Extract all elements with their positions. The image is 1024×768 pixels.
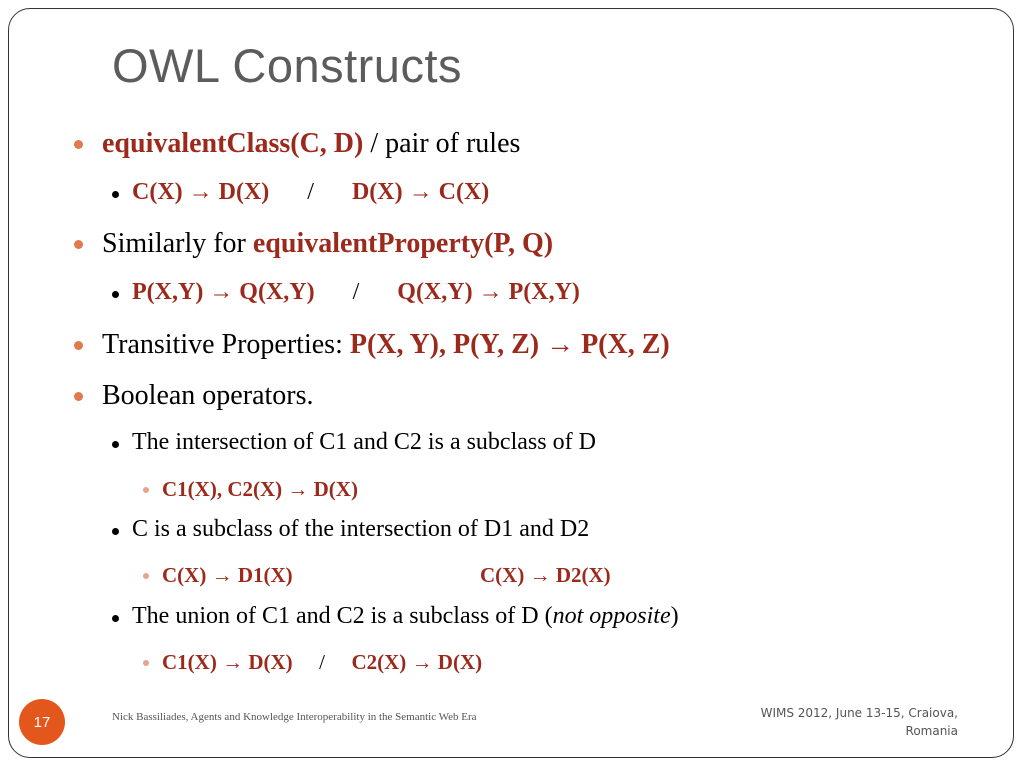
rule-equivalent-property bbox=[132, 279, 580, 306]
bullet bbox=[143, 660, 149, 666]
bullet bbox=[143, 487, 149, 493]
transitive-text: Transitive Properties: bbox=[102, 329, 350, 360]
rule-separator: / bbox=[352, 279, 360, 305]
rule-separator: / bbox=[319, 650, 325, 674]
rule-part-a: P(X,Y) → Q(X,Y) bbox=[132, 279, 315, 305]
bullet bbox=[74, 140, 83, 149]
equivalent-property-term: equivalentProperty(P, Q) bbox=[252, 228, 554, 259]
rule-subclass-intersection-b: C(X) → D2(X) bbox=[480, 563, 611, 587]
union-italic: not opposite bbox=[552, 603, 671, 629]
rule-subclass-intersection-a: C(X) → D1(X) bbox=[162, 563, 293, 587]
footer-event-line1: WIMS 2012, June 13-15, Craiova, bbox=[760, 706, 958, 720]
bullet bbox=[112, 291, 119, 298]
rule-equivalent-class bbox=[132, 179, 489, 206]
bullet bbox=[112, 191, 119, 198]
rule-intersection-subclass: C1(X), C2(X) → D(X) bbox=[162, 477, 358, 501]
slide-title: OWL Constructs bbox=[112, 39, 462, 92]
bullet-transitive bbox=[102, 329, 670, 361]
footer-event-line2: Romania bbox=[905, 724, 958, 738]
bullet bbox=[112, 528, 119, 535]
page-number: 17 bbox=[19, 699, 65, 745]
rule-part-b: Q(X,Y) → P(X,Y) bbox=[397, 279, 580, 305]
equivalent-class-term: equivalentClass(C, D) bbox=[102, 128, 364, 159]
bullet-equivalent-class bbox=[102, 128, 520, 160]
bullet bbox=[143, 573, 149, 579]
footer-event bbox=[700, 704, 958, 740]
rule-part-b: D(X) → C(X) bbox=[351, 179, 490, 205]
rule-part-b: C2(X) → D(X) bbox=[351, 650, 483, 674]
bullet-union-subclass bbox=[132, 603, 679, 630]
bullet bbox=[74, 240, 83, 249]
rule-union-subclass bbox=[162, 650, 482, 675]
bullet bbox=[74, 392, 83, 401]
bullet bbox=[112, 441, 119, 448]
footer-author: Nick Bassiliades, Agents and Knowledge Interoperability in the Semantic Web Era bbox=[112, 711, 477, 723]
bullet-subclass-intersection: C is a subclass of the intersection of D1 and D2 bbox=[132, 516, 590, 542]
rule-part-a: C(X) → D(X) bbox=[132, 179, 270, 205]
equivalent-property-text: Similarly for bbox=[102, 228, 253, 259]
bullet-equivalent-property bbox=[102, 228, 553, 260]
rule-separator: / bbox=[307, 179, 314, 205]
bullet-intersection-subclass: The intersection of C1 and C2 is a subclass of D bbox=[132, 429, 596, 455]
transitive-rule: P(X, Y), P(Y, Z) → P(X, Z) bbox=[349, 329, 670, 360]
bullet-boolean: Boolean operators. bbox=[102, 380, 314, 411]
equivalent-class-desc: / pair of rules bbox=[363, 128, 521, 159]
bullet bbox=[112, 615, 119, 622]
bullet bbox=[74, 341, 83, 350]
union-close: ) bbox=[670, 603, 679, 629]
union-text: The union of C1 and C2 is a subclass of D ( bbox=[132, 603, 553, 629]
rule-part-a: C1(X) → D(X) bbox=[162, 650, 293, 674]
